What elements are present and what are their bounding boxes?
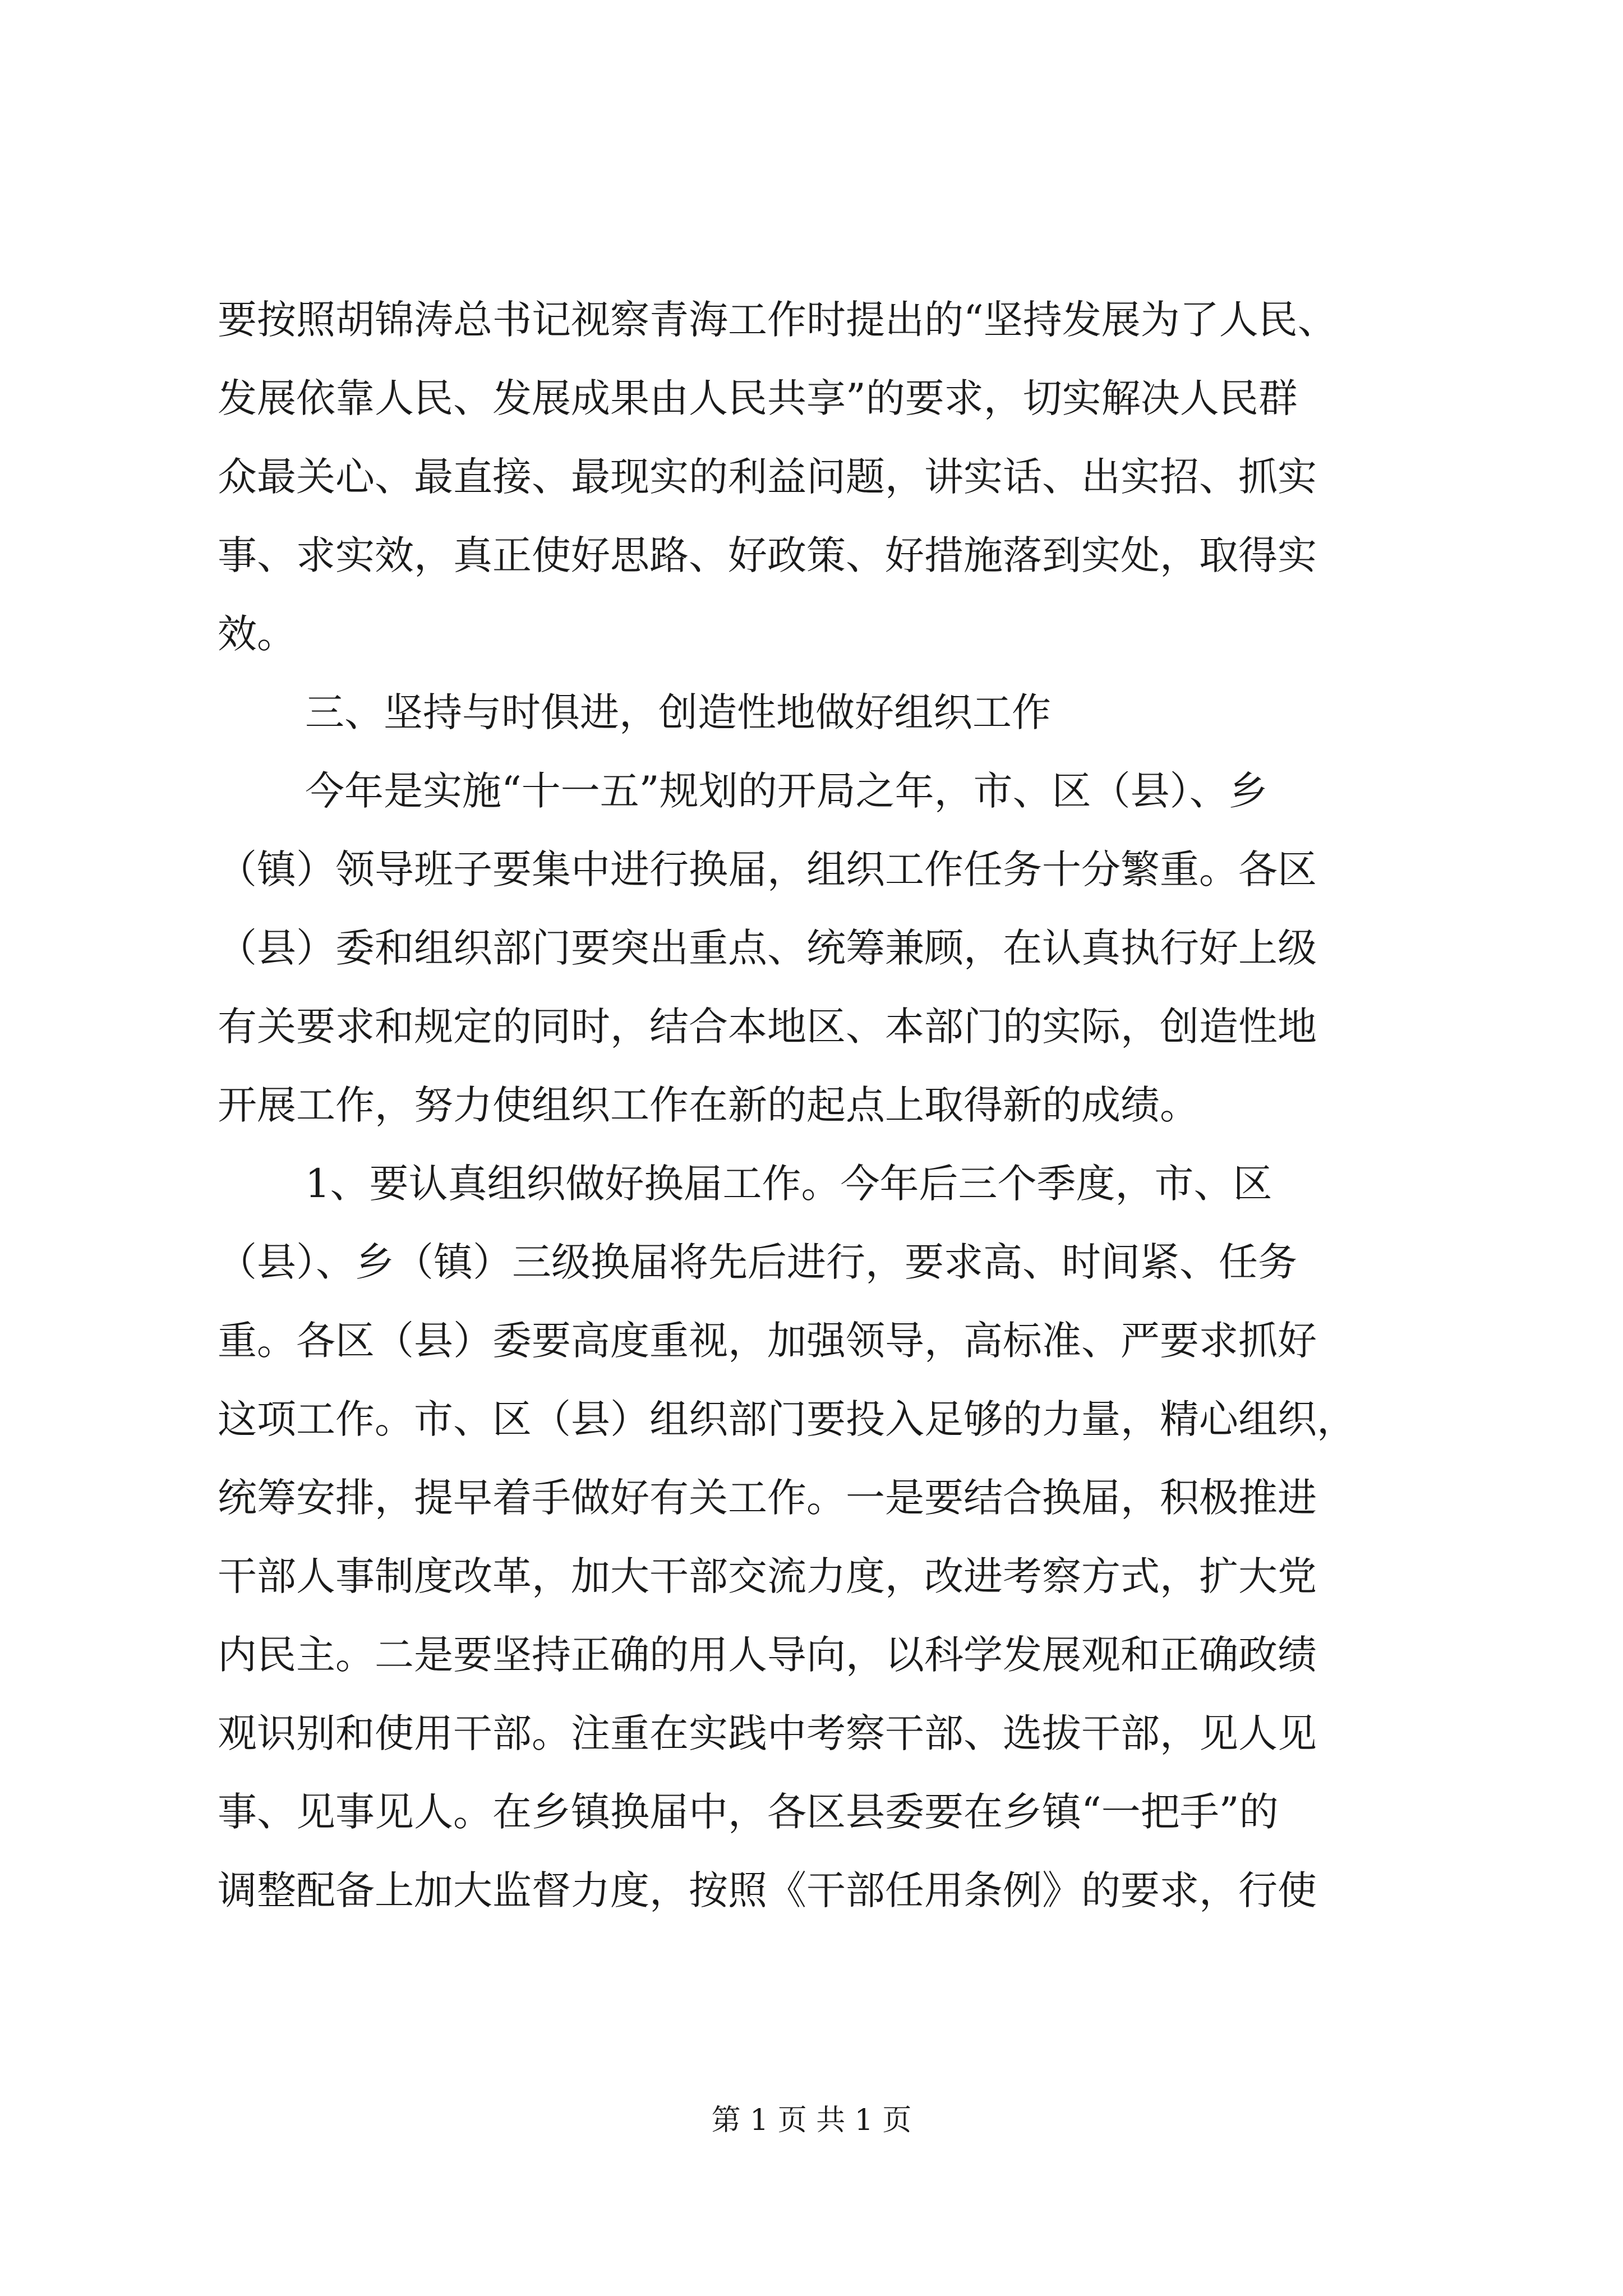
text-line: 今年是实施“十一五”规划的开局之年，市、区（县）、乡 xyxy=(305,768,1268,814)
text-line: 发展依靠人民、发展成果由人民共享”的要求，切实解决人民群 xyxy=(218,375,1298,421)
text-line: 调整配备上加大监督力度，按照《干部任用条例》的要求，行使 xyxy=(218,1867,1317,1913)
text-line: 开展工作，努力使组织工作在新的起点上取得新的成绩。 xyxy=(218,1082,1199,1128)
text-line: （镇）领导班子要集中进行换届，组织工作任务十分繁重。各区 xyxy=(218,846,1317,892)
text-line: 效。 xyxy=(218,611,296,657)
text-line: 统筹安排，提早着手做好有关工作。一是要结合换届，积极推进 xyxy=(218,1475,1317,1521)
text-line: （县）、乡（镇）三级换届将先后进行，要求高、时间紧、任务 xyxy=(218,1239,1297,1285)
text-line: 众最关心、最直接、最现实的利益问题，讲实话、出实招、抓实 xyxy=(218,454,1317,500)
text-line: 事、求实效，真正使好思路、好政策、好措施落到实处，取得实 xyxy=(218,532,1317,578)
text-line: 有关要求和规定的同时，结合本地区、本部门的实际，创造性地 xyxy=(218,1004,1317,1050)
text-line: 要按照胡锦涛总书记视察青海工作时提出的“坚持发展为了人民、 xyxy=(218,297,1337,343)
text-line: 重。各区（县）委要高度重视，加强领导，高标准、严要求抓好 xyxy=(218,1318,1317,1364)
page-footer: 第 1 页 共 1 页 xyxy=(711,2104,912,2137)
text-line: 内民主。二是要坚持正确的用人导向，以科学发展观和正确政绩 xyxy=(218,1632,1317,1678)
text-line: 干部人事制度改革，加大干部交流力度，改进考察方式，扩大党 xyxy=(218,1553,1317,1599)
text-line: （县）委和组织部门要突出重点、统筹兼顾，在认真执行好上级 xyxy=(218,925,1317,971)
text-line: 观识别和使用干部。注重在实践中考察干部、选拔干部，见人见 xyxy=(218,1710,1317,1756)
text-line: 1、要认真组织做好换届工作。今年后三个季度，市、区 xyxy=(305,1161,1272,1207)
text-line: 这项工作。市、区（县）组织部门要投入足够的力量，精心组织， xyxy=(218,1396,1356,1442)
text-line: 事、见事见人。在乡镇换届中，各区县委要在乡镇“一把手”的 xyxy=(218,1789,1279,1835)
document-body xyxy=(218,280,1407,1930)
text-line: 三、坚持与时俱进，创造性地做好组织工作 xyxy=(305,689,1051,735)
